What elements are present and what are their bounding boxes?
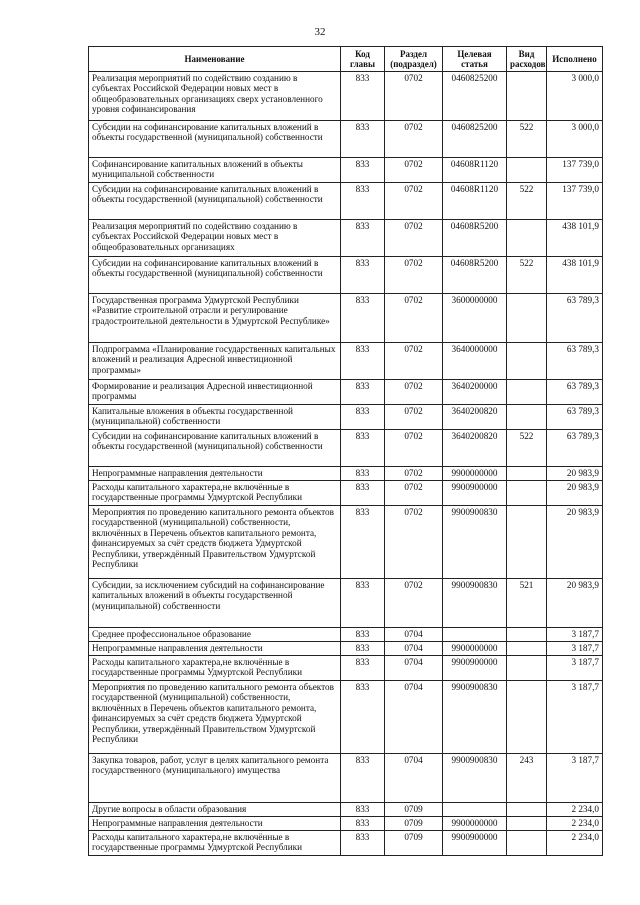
cell-executed: 3 187,7 [547,642,603,656]
table-row [89,158,603,183]
cell-executed: 137 739,0 [547,183,603,220]
table-row [89,183,603,220]
cell-article: 3640200820 [443,405,507,430]
cell-executed: 438 101,9 [547,257,603,294]
cell-kind [507,803,547,817]
cell-name: Расходы капитального характера,не включённые в государственные программы Удмуртской Республики [89,481,341,506]
table-row [89,628,603,642]
cell-name: Мероприятия по проведению капитального ремонта объектов государственной (муниципальной) собственности, включённых в Перечень объектов капитального ремонта, финансируемых за счёт средств бюджета Удмуртской Республики, утверждённый Правительством Удмуртской Республики [89,681,341,754]
cell-executed: 3 187,7 [547,628,603,642]
cell-executed: 137 739,0 [547,158,603,183]
table-row [89,343,603,380]
cell-kind [507,506,547,579]
cell-name: Капитальные вложения в объекты государственной (муниципальной) собственности [89,405,341,430]
cell-code: 833 [341,656,385,681]
cell-kind [507,380,547,405]
table-body [89,72,603,856]
cell-code: 833 [341,467,385,481]
cell-kind [507,467,547,481]
table-row [89,681,603,754]
table-row [89,72,603,121]
cell-executed: 20 983,9 [547,579,603,628]
cell-article [443,803,507,817]
cell-section: 0702 [385,579,443,628]
cell-name: Непрограммные направления деятельности [89,642,341,656]
cell-code: 833 [341,158,385,183]
cell-section: 0704 [385,642,443,656]
header-kind: Вид расходов [507,47,547,72]
cell-executed: 3 000,0 [547,121,603,158]
table-row [89,803,603,817]
cell-code: 833 [341,405,385,430]
cell-executed: 20 983,9 [547,467,603,481]
table-row [89,506,603,579]
table-row [89,430,603,467]
page-number: 32 [314,26,326,38]
cell-kind [507,294,547,343]
cell-executed: 63 789,3 [547,430,603,467]
cell-article: 9900000000 [443,467,507,481]
cell-kind: 522 [507,430,547,467]
cell-section: 0702 [385,467,443,481]
cell-code: 833 [341,72,385,121]
table-row [89,642,603,656]
cell-article: 04608R5200 [443,220,507,257]
cell-name: Реализация мероприятий по содействию созданию в субъектах Российской Федерации новых мест в общеобразовательных организациях [89,220,341,257]
cell-section: 0702 [385,343,443,380]
cell-article: 0460825200 [443,121,507,158]
cell-name: Расходы капитального характера,не включённые в государственные программы Удмуртской Республики [89,831,341,856]
cell-code: 833 [341,642,385,656]
cell-name: Субсидии на софинансирование капитальных вложений в объекты государственной (муниципальной) собственности [89,257,341,294]
cell-name: Среднее профессиональное образование [89,628,341,642]
cell-name: Расходы капитального характера,не включённые в государственные программы Удмуртской Республики [89,656,341,681]
cell-article: 3640000000 [443,343,507,380]
table-row [89,121,603,158]
cell-name: Подпрограмма «Планирование государственных капитальных вложений и реализация Адресной инвестиционной программы» [89,343,341,380]
cell-kind [507,681,547,754]
table-row [89,405,603,430]
cell-article: 9900000000 [443,642,507,656]
cell-code: 833 [341,628,385,642]
cell-section: 0702 [385,294,443,343]
cell-kind [507,817,547,831]
table-row [89,656,603,681]
cell-code: 833 [341,430,385,467]
cell-name: Государственная программа Удмуртской Республики «Развитие строительной отрасли и регулирование градостроительной деятельности в Удмуртской Республике» [89,294,341,343]
cell-executed: 3 187,7 [547,754,603,803]
cell-section: 0702 [385,430,443,467]
table-row [89,257,603,294]
cell-article: 3640200000 [443,380,507,405]
cell-executed: 2 234,0 [547,831,603,856]
cell-name: Субсидии на софинансирование капитальных вложений в объекты государственной (муниципальной) собственности [89,430,341,467]
cell-executed: 20 983,9 [547,481,603,506]
cell-code: 833 [341,220,385,257]
cell-kind: 522 [507,121,547,158]
cell-kind: 522 [507,257,547,294]
cell-executed: 2 234,0 [547,817,603,831]
cell-executed: 3 187,7 [547,656,603,681]
cell-article: 9900900830 [443,754,507,803]
cell-executed: 20 983,9 [547,506,603,579]
table-row [89,220,603,257]
cell-article: 9900900830 [443,681,507,754]
table-row [89,817,603,831]
cell-executed: 438 101,9 [547,220,603,257]
cell-name: Реализация мероприятий по содействию созданию в субъектах Российской Федерации новых мест в общеобразовательных организациях сверх установленного уровня софинансирования [89,72,341,121]
cell-article: 9900900830 [443,506,507,579]
expenditure-table [88,46,603,856]
cell-section: 0702 [385,405,443,430]
cell-name: Мероприятия по проведению капитального ремонта объектов государственной (муниципальной) собственности, включённых в Перечень объектов капитального ремонта, финансируемых за счёт средств бюджета Удмуртской Республики, утверждённый Правительством Удмуртской Республики [89,506,341,579]
cell-name: Закупка товаров, работ, услуг в целях капитального ремонта государственного (муниципального) имущества [89,754,341,803]
cell-section: 0704 [385,656,443,681]
cell-kind [507,656,547,681]
cell-name: Субсидии на софинансирование капитальных вложений в объекты государственной (муниципальной) собственности [89,183,341,220]
cell-section: 0704 [385,754,443,803]
cell-section: 0702 [385,506,443,579]
cell-article: 0460825200 [443,72,507,121]
cell-section: 0702 [385,481,443,506]
cell-code: 833 [341,481,385,506]
cell-executed: 63 789,3 [547,405,603,430]
header-code: Код главы [341,47,385,72]
cell-section: 0702 [385,72,443,121]
cell-name: Софинансирование капитальных вложений в объекты муниципальной собственности [89,158,341,183]
cell-kind [507,481,547,506]
cell-executed: 63 789,3 [547,380,603,405]
cell-executed: 63 789,3 [547,343,603,380]
cell-code: 833 [341,831,385,856]
cell-code: 833 [341,294,385,343]
header-executed: Исполнено [547,47,603,72]
cell-executed: 2 234,0 [547,803,603,817]
cell-article: 9900000000 [443,817,507,831]
cell-article: 9900900000 [443,831,507,856]
cell-name: Непрограммные направления деятельности [89,467,341,481]
cell-code: 833 [341,803,385,817]
header-section: Раздел (подраздел) [385,47,443,72]
cell-name: Субсидии, за исключением субсидий на софинансирование капитальных вложений в объекты государственной (муниципальной) собственности [89,579,341,628]
cell-code: 833 [341,257,385,294]
cell-section: 0702 [385,158,443,183]
cell-code: 833 [341,506,385,579]
cell-kind [507,642,547,656]
cell-code: 833 [341,681,385,754]
cell-executed: 63 789,3 [547,294,603,343]
cell-kind [507,405,547,430]
cell-name: Субсидии на софинансирование капитальных вложений в объекты государственной (муниципальной) собственности [89,121,341,158]
cell-section: 0709 [385,817,443,831]
cell-article: 3600000000 [443,294,507,343]
cell-section: 0704 [385,628,443,642]
cell-article: 3640200820 [443,430,507,467]
cell-section: 0702 [385,380,443,405]
cell-section: 0704 [385,681,443,754]
cell-code: 833 [341,121,385,158]
table-row [89,294,603,343]
cell-code: 833 [341,754,385,803]
cell-name: Формирование и реализация Адресной инвестиционной программы [89,380,341,405]
cell-executed: 3 000,0 [547,72,603,121]
cell-article: 04608R1120 [443,183,507,220]
cell-kind [507,72,547,121]
cell-kind: 522 [507,183,547,220]
table-row [89,831,603,856]
cell-kind [507,831,547,856]
cell-name: Другие вопросы в области образования [89,803,341,817]
table-row [89,481,603,506]
cell-article [443,628,507,642]
cell-code: 833 [341,380,385,405]
cell-article: 04608R5200 [443,257,507,294]
cell-name: Непрограммные направления деятельности [89,817,341,831]
cell-kind [507,628,547,642]
cell-section: 0702 [385,220,443,257]
header-name: Наименование [89,47,341,72]
cell-section: 0709 [385,803,443,817]
cell-code: 833 [341,579,385,628]
cell-kind [507,158,547,183]
cell-kind [507,343,547,380]
cell-section: 0702 [385,183,443,220]
cell-article: 9900900830 [443,579,507,628]
cell-kind: 243 [507,754,547,803]
cell-section: 0702 [385,121,443,158]
cell-article: 04608R1120 [443,158,507,183]
table-row [89,467,603,481]
cell-code: 833 [341,183,385,220]
cell-kind [507,220,547,257]
cell-article: 9900900000 [443,656,507,681]
cell-code: 833 [341,343,385,380]
cell-section: 0702 [385,257,443,294]
table-header-row [89,47,603,72]
table-row [89,579,603,628]
table-row [89,754,603,803]
cell-section: 0709 [385,831,443,856]
cell-code: 833 [341,817,385,831]
header-article: Целевая статья [443,47,507,72]
table-row [89,380,603,405]
cell-article: 9900900000 [443,481,507,506]
cell-executed: 3 187,7 [547,681,603,754]
cell-kind: 521 [507,579,547,628]
